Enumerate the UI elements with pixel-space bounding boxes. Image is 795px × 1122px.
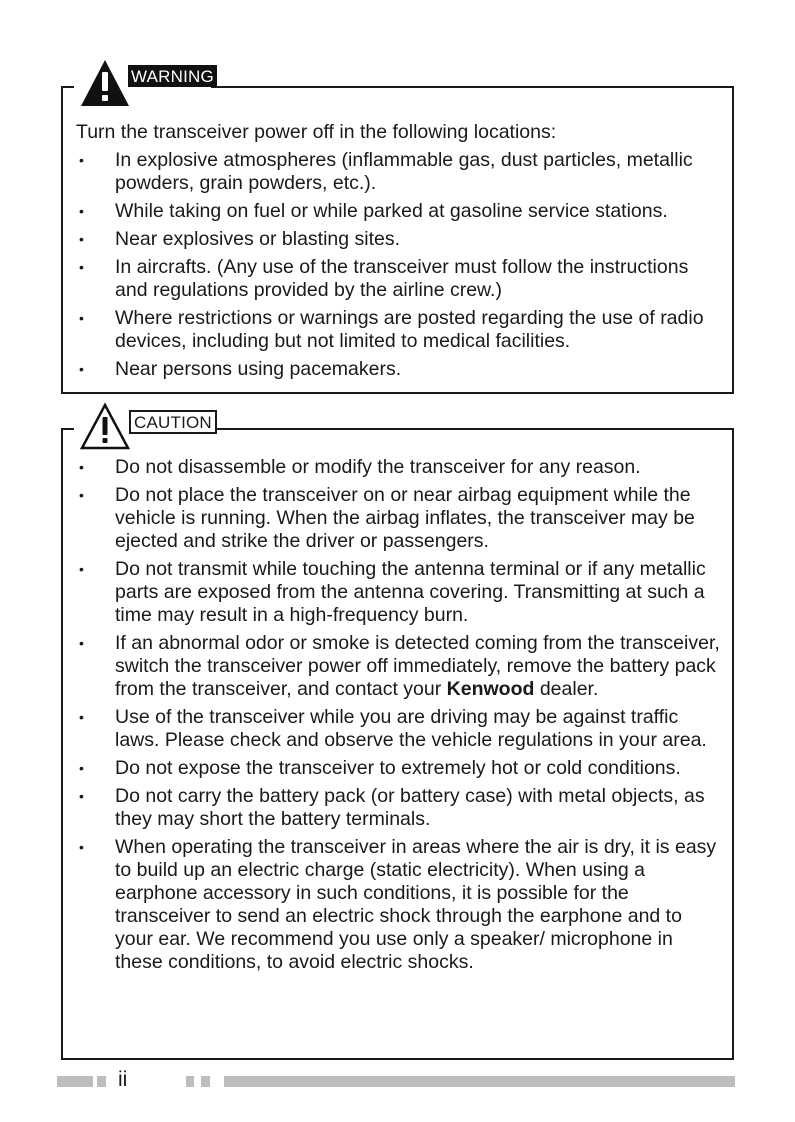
bullet-icon: • <box>79 231 84 247</box>
list-item: • Where restrictions or warnings are posted regarding the use of radio devices, including but not limited to medical facilities. <box>79 307 704 352</box>
page-number: ii <box>118 1068 128 1091</box>
footer-bar-segment <box>57 1076 93 1087</box>
bullet-icon: • <box>79 760 84 776</box>
caution-triangle-icon <box>79 402 131 450</box>
warning-border-right-segment <box>211 86 734 88</box>
list-item: • In aircrafts. (Any use of the transceiver must follow the instructions and regulations provided by the airline crew.) <box>79 256 689 301</box>
list-item: • Near explosives or blasting sites. <box>79 228 401 250</box>
bullet-icon: • <box>79 459 84 475</box>
bullet-icon: • <box>79 839 84 855</box>
caution-box <box>61 413 734 1060</box>
bullet-icon: • <box>79 310 84 326</box>
list-item: • Do not carry the battery pack (or battery case) with metal objects, as they may short the battery terminals. <box>79 785 705 830</box>
brand-name: Kenwood <box>446 678 535 700</box>
list-item: • If an abnormal odor or smoke is detected coming from the transceiver, switch the transceiver power off immediately, remove the battery pack from the transceiver, and contact your Kenwood dealer. <box>79 632 720 700</box>
list-item: • Do not place the transceiver on or near airbag equipment while the vehicle is running. When the airbag inflates, the transceiver may be ejected and strike the driver or passengers. <box>79 484 695 552</box>
page-footer <box>57 1068 737 1092</box>
warning-triangle-icon <box>80 59 130 107</box>
bullet-icon: • <box>79 203 84 219</box>
warning-border-left-segment <box>61 86 74 88</box>
footer-bar-segment <box>186 1076 194 1087</box>
bullet-icon: • <box>79 487 84 503</box>
list-item: • Use of the transceiver while you are driving may be against traffic laws. Please check and observe the vehicle regulations in your area. <box>79 706 707 751</box>
list-item: • Do not disassemble or modify the transceiver for any reason. <box>79 456 641 478</box>
warning-label: WARNING <box>128 65 217 87</box>
caution-border-left-segment <box>61 428 74 430</box>
warning-list <box>76 149 722 381</box>
bullet-icon: • <box>79 635 84 651</box>
warning-content <box>76 121 722 386</box>
caution-content <box>76 456 722 979</box>
caution-border-right-segment <box>209 428 734 430</box>
footer-bar-segment <box>201 1076 210 1087</box>
list-item: • In explosive atmospheres (inflammable gas, dust particles, metallic powders, grain powders, etc.). <box>79 149 693 194</box>
warning-header <box>80 59 217 107</box>
caution-header <box>79 402 217 450</box>
bullet-icon: • <box>79 561 84 577</box>
caution-label: CAUTION <box>129 410 217 434</box>
list-item: • Near persons using pacemakers. <box>79 358 402 380</box>
list-item: • When operating the transceiver in areas where the air is dry, it is easy to build up an electric charge (static electricity). When using a earphone accessory in such conditions, it is possible for the transceiver to send an electric shock through the earphone and to your ear. We recommend you use only a speaker/ microphone in these conditions, to avoid electric shocks. <box>79 836 717 973</box>
list-item: • Do not expose the transceiver to extremely hot or cold conditions. <box>79 757 681 779</box>
warning-intro: Turn the transceiver power off in the following locations: <box>76 121 557 143</box>
bullet-icon: • <box>79 152 84 168</box>
warning-box <box>61 67 734 394</box>
list-item: • While taking on fuel or while parked at gasoline service stations. <box>79 200 668 222</box>
bullet-icon: • <box>79 788 84 804</box>
bullet-icon: • <box>79 709 84 725</box>
list-item: • Do not transmit while touching the antenna terminal or if any metallic parts are exposed from the antenna covering. Transmitting at such a time may result in a high-frequency burn. <box>79 558 706 626</box>
bullet-icon: • <box>79 259 84 275</box>
footer-bar-segment <box>224 1076 735 1087</box>
caution-list <box>76 456 722 974</box>
bullet-icon: • <box>79 361 84 377</box>
footer-bar-segment <box>97 1076 106 1087</box>
